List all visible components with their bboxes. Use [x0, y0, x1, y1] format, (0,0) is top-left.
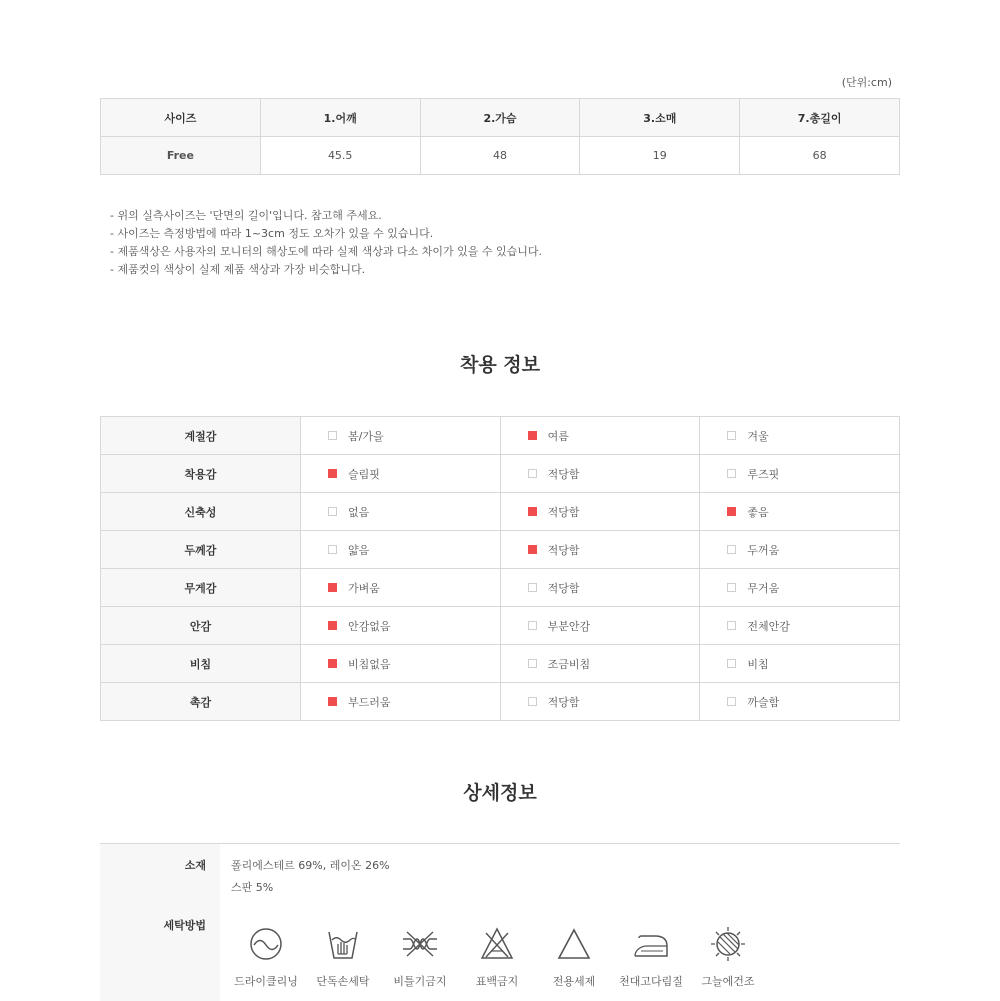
checked-box-icon — [528, 545, 537, 554]
fit-row-label: 두께감 — [101, 531, 301, 569]
fit-row — [101, 683, 900, 721]
fit-row-label: 무게감 — [101, 569, 301, 607]
no-bleach-icon — [477, 924, 517, 964]
fit-row-label: 비침 — [101, 645, 301, 683]
fit-option-label: 겨울 — [747, 429, 769, 443]
size-header-label: 사이즈 — [101, 99, 261, 137]
fit-option-label: 봄/가을 — [348, 429, 384, 443]
fit-row — [101, 531, 900, 569]
unchecked-box-icon — [727, 431, 736, 440]
unchecked-box-icon — [528, 469, 537, 478]
care-label-no-bleach: 표백금지 — [475, 975, 519, 988]
care-item-bleach-allowed — [534, 924, 614, 989]
checked-box-icon — [328, 621, 337, 630]
care-item-shade-dry — [688, 924, 768, 989]
fit-option — [700, 607, 900, 645]
care-item-low-iron — [611, 924, 691, 989]
fit-table — [100, 416, 900, 721]
checked-box-icon — [328, 659, 337, 668]
size-header-length: 7.총길이 — [740, 99, 900, 137]
fit-option-label: 루즈핏 — [747, 467, 780, 481]
fit-row-label: 착용감 — [101, 455, 301, 493]
fit-option — [700, 455, 900, 493]
material-label: 소재 — [184, 859, 206, 872]
fit-option — [301, 607, 501, 645]
material-line-1: 폴리에스테르 69%, 레이온 26% — [231, 859, 390, 872]
fit-option-label: 얇음 — [348, 543, 370, 557]
dry-clean-icon — [246, 924, 286, 964]
unchecked-box-icon — [727, 469, 736, 478]
fit-option-label: 여름 — [547, 429, 569, 443]
checked-box-icon — [328, 697, 337, 706]
care-item-no-wring — [380, 924, 460, 989]
checked-box-icon — [727, 507, 736, 516]
fit-option — [301, 645, 501, 683]
fit-row-label: 계절감 — [101, 417, 301, 455]
note-item: - 제품컷의 색상이 실제 제품 색상과 가장 비슷합니다. — [110, 263, 366, 276]
size-table-header-row — [101, 99, 900, 137]
fit-row-label: 안감 — [101, 607, 301, 645]
care-label-low-iron: 천대고다림질 — [619, 975, 683, 988]
care-label-hand-wash: 단독손세탁 — [316, 975, 370, 988]
fit-option-label: 비침없음 — [348, 657, 391, 671]
fit-option — [700, 569, 900, 607]
size-notes — [110, 207, 542, 279]
checked-box-icon — [328, 469, 337, 478]
fit-option — [301, 455, 501, 493]
fit-option — [700, 531, 900, 569]
fit-row — [101, 493, 900, 531]
fit-option — [500, 569, 700, 607]
fit-option-label: 적당함 — [547, 695, 580, 709]
low-iron-icon — [631, 924, 671, 964]
fit-option-label: 무거움 — [747, 581, 780, 595]
size-table — [100, 98, 900, 175]
fit-option — [301, 531, 501, 569]
care-item-hand-wash — [303, 924, 383, 989]
care-item-no-bleach — [457, 924, 537, 989]
care-label-bleach-allowed: 전용세제 — [552, 975, 596, 988]
size-value-shoulder: 45.5 — [260, 137, 420, 175]
note-item: - 사이즈는 측정방법에 따라 1~3cm 정도 오차가 있을 수 있습니다. — [110, 227, 434, 240]
fit-option — [500, 417, 700, 455]
fit-option — [700, 417, 900, 455]
size-value-length: 68 — [740, 137, 900, 175]
unchecked-box-icon — [528, 621, 537, 630]
bleach-allowed-icon — [554, 924, 594, 964]
fit-option-label: 조금비침 — [547, 657, 591, 671]
fit-row-label: 촉감 — [101, 683, 301, 721]
fit-option — [301, 493, 501, 531]
size-value-sleeve: 19 — [580, 137, 740, 175]
fit-option-label: 적당함 — [547, 581, 580, 595]
fit-row — [101, 607, 900, 645]
size-header-sleeve: 3.소매 — [580, 99, 740, 137]
unchecked-box-icon — [528, 659, 537, 668]
hand-wash-icon — [323, 924, 363, 964]
unchecked-box-icon — [727, 583, 736, 592]
fit-option — [500, 683, 700, 721]
fit-option-label: 전체안감 — [747, 619, 790, 633]
size-header-chest: 2.가슴 — [420, 99, 580, 137]
fit-row — [101, 645, 900, 683]
size-value-name: Free — [101, 137, 261, 175]
fit-option-label: 비침 — [747, 657, 769, 671]
care-label: 세탁방법 — [163, 919, 206, 932]
fit-option — [700, 645, 900, 683]
fit-option — [301, 417, 501, 455]
detail-section-title: 상세정보 — [463, 782, 537, 804]
care-label-no-wring: 비틀기금지 — [393, 975, 447, 988]
fit-option — [700, 683, 900, 721]
fit-option-label: 적당함 — [547, 543, 580, 557]
material-line-2: 스판 5% — [231, 881, 274, 894]
unit-label: (단위:cm) — [841, 76, 892, 89]
unchecked-box-icon — [727, 659, 736, 668]
fit-option-label: 두꺼움 — [747, 543, 780, 557]
note-item: - 제품색상은 사용자의 모니터의 해상도에 따라 실제 색상과 다소 차이가 있을 수 있습니다. — [110, 245, 542, 258]
checked-box-icon — [328, 583, 337, 592]
fit-option — [301, 569, 501, 607]
fit-option-label: 안감없음 — [348, 619, 391, 633]
fit-option-label: 가벼움 — [348, 581, 380, 595]
fit-option — [301, 683, 501, 721]
unchecked-box-icon — [727, 621, 736, 630]
unchecked-box-icon — [328, 545, 337, 554]
unchecked-box-icon — [328, 431, 337, 440]
fit-row — [101, 455, 900, 493]
fit-row — [101, 417, 900, 455]
fit-option-label: 적당함 — [547, 505, 580, 519]
fit-option — [500, 607, 700, 645]
fit-section-title: 착용 정보 — [459, 354, 541, 376]
fit-option-label: 부분안감 — [547, 619, 591, 633]
size-value-chest: 48 — [420, 137, 580, 175]
unchecked-box-icon — [727, 697, 736, 706]
fit-option — [700, 493, 900, 531]
fit-option-label: 슬림핏 — [348, 467, 380, 481]
no-wring-icon — [400, 924, 440, 964]
checked-box-icon — [528, 431, 537, 440]
unchecked-box-icon — [727, 545, 736, 554]
note-item: - 위의 실측사이즈는 '단면의 길이'입니다. 참고해 주세요. — [110, 209, 382, 222]
fit-option-label: 좋음 — [747, 505, 769, 519]
shade-dry-icon — [708, 924, 748, 964]
unchecked-box-icon — [528, 583, 537, 592]
fit-option-label: 까슬함 — [747, 695, 780, 709]
fit-option — [500, 493, 700, 531]
fit-option-label: 부드러움 — [348, 695, 391, 709]
size-table-row — [101, 137, 900, 175]
checked-box-icon — [528, 507, 537, 516]
care-label-dry-clean: 드라이클리닝 — [234, 975, 298, 988]
care-label-shade-dry: 그늘에건조 — [701, 975, 755, 988]
unchecked-box-icon — [328, 507, 337, 516]
unchecked-box-icon — [528, 697, 537, 706]
fit-option-label: 적당함 — [547, 467, 580, 481]
fit-option — [500, 645, 700, 683]
fit-option — [500, 531, 700, 569]
fit-option-label: 없음 — [348, 505, 370, 519]
fit-option — [500, 455, 700, 493]
size-header-shoulder: 1.어깨 — [260, 99, 420, 137]
fit-row — [101, 569, 900, 607]
care-item-dry-clean — [226, 924, 306, 989]
detail-panel — [100, 843, 900, 1001]
fit-row-label: 신축성 — [101, 493, 301, 531]
care-icons — [230, 924, 755, 994]
